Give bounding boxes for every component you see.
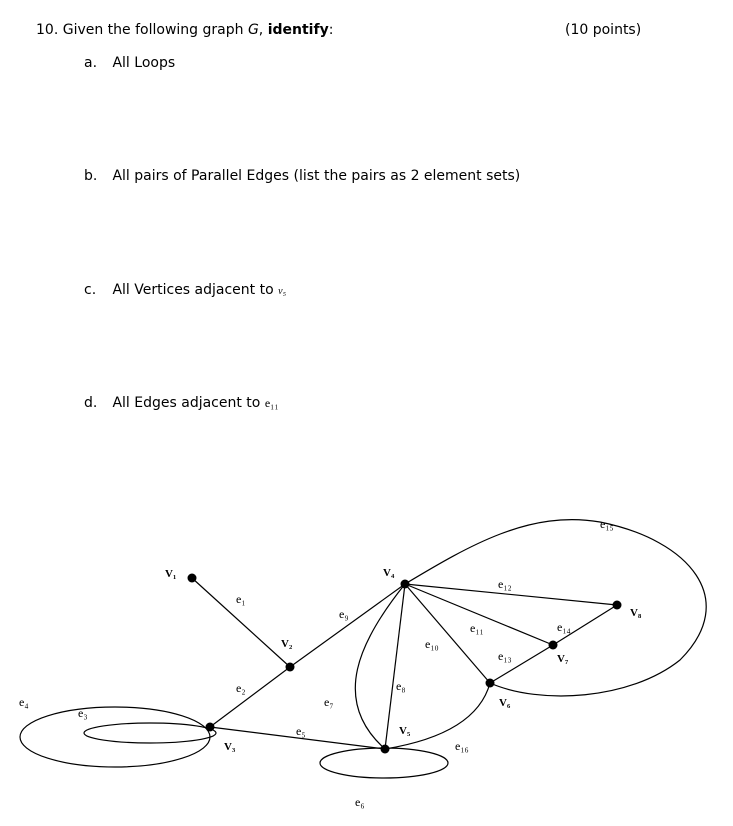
edge-e7: [355, 584, 405, 749]
part-d-symbol: e₁₁: [264, 396, 279, 410]
part-b-label: b.: [84, 168, 98, 184]
vertex-v3: [206, 723, 215, 732]
vertex-label-v7: V₇: [557, 653, 569, 665]
edge-label-e13: e₁₃: [498, 649, 512, 663]
vertex-label-v5: V₅: [399, 725, 411, 737]
edge-label-e16: e₁₆: [455, 739, 469, 753]
vertex-label-v3: V₃: [224, 741, 236, 753]
part-c-text: All Vertices adjacent to: [112, 282, 279, 298]
edge-label-e3: e₃: [78, 706, 88, 720]
part-c-symbol: v₅: [278, 286, 287, 297]
vertex-label-v8: V₈: [630, 607, 642, 619]
edge-label-e15: e₁₅: [600, 517, 614, 531]
edge-label-e12: e₁₂: [498, 577, 512, 591]
part-c-label: c.: [84, 282, 97, 298]
part-a-label: a.: [84, 55, 98, 71]
edge-e15: [405, 520, 706, 696]
vertex-label-v1: V₁: [165, 568, 177, 580]
edge-e2: [210, 667, 290, 727]
vertex-label-v4: V₄: [383, 567, 395, 579]
edge-label-e10: e₁₀: [425, 637, 439, 651]
edge-label-e14: e₁₄: [557, 620, 571, 634]
part-d-text: All Edges adjacent to: [112, 395, 265, 411]
vertex-label-v2: V₂: [281, 638, 293, 650]
question-number: 10.: [36, 22, 59, 38]
points-label: (10 points): [565, 22, 642, 38]
part-d-label: d.: [84, 395, 98, 411]
edge-label-e6: e₆: [355, 795, 365, 809]
vertex-v4: [401, 580, 410, 589]
edge-e11: [405, 584, 553, 645]
edge-label-e8: e₈: [396, 679, 406, 693]
edge-label-e4: e₄: [19, 695, 29, 709]
edge-label-e11: e₁₁: [470, 621, 484, 635]
question-middle: ,: [258, 22, 268, 38]
vertex-v7: [549, 641, 558, 650]
edge-e9: [290, 584, 405, 667]
edge-label-e9: e₉: [339, 607, 349, 621]
part-b-text: All pairs of Parallel Edges (list the pairs as 2 element sets): [112, 168, 521, 184]
vertex-label-v6: V₆: [499, 697, 511, 709]
question-prefix: Given the following graph: [62, 22, 248, 38]
question-suffix: :: [328, 22, 334, 38]
vertex-v5: [381, 745, 390, 754]
vertex-v8: [613, 601, 622, 610]
part-a-text: All Loops: [112, 55, 176, 71]
graph-name: G: [247, 22, 259, 38]
edge-e3-loop: [84, 723, 216, 743]
vertex-v2: [286, 663, 295, 672]
edge-label-e7: e₇: [324, 695, 334, 709]
vertex-v6: [486, 679, 495, 688]
question-verb: identify: [267, 22, 329, 38]
edge-label-e2: e₂: [236, 681, 246, 695]
edge-label-e1: e₁: [236, 592, 246, 606]
edge-label-e5: e₅: [296, 724, 306, 738]
edge-e4-loop: [20, 707, 210, 767]
vertex-v1: [188, 574, 197, 583]
